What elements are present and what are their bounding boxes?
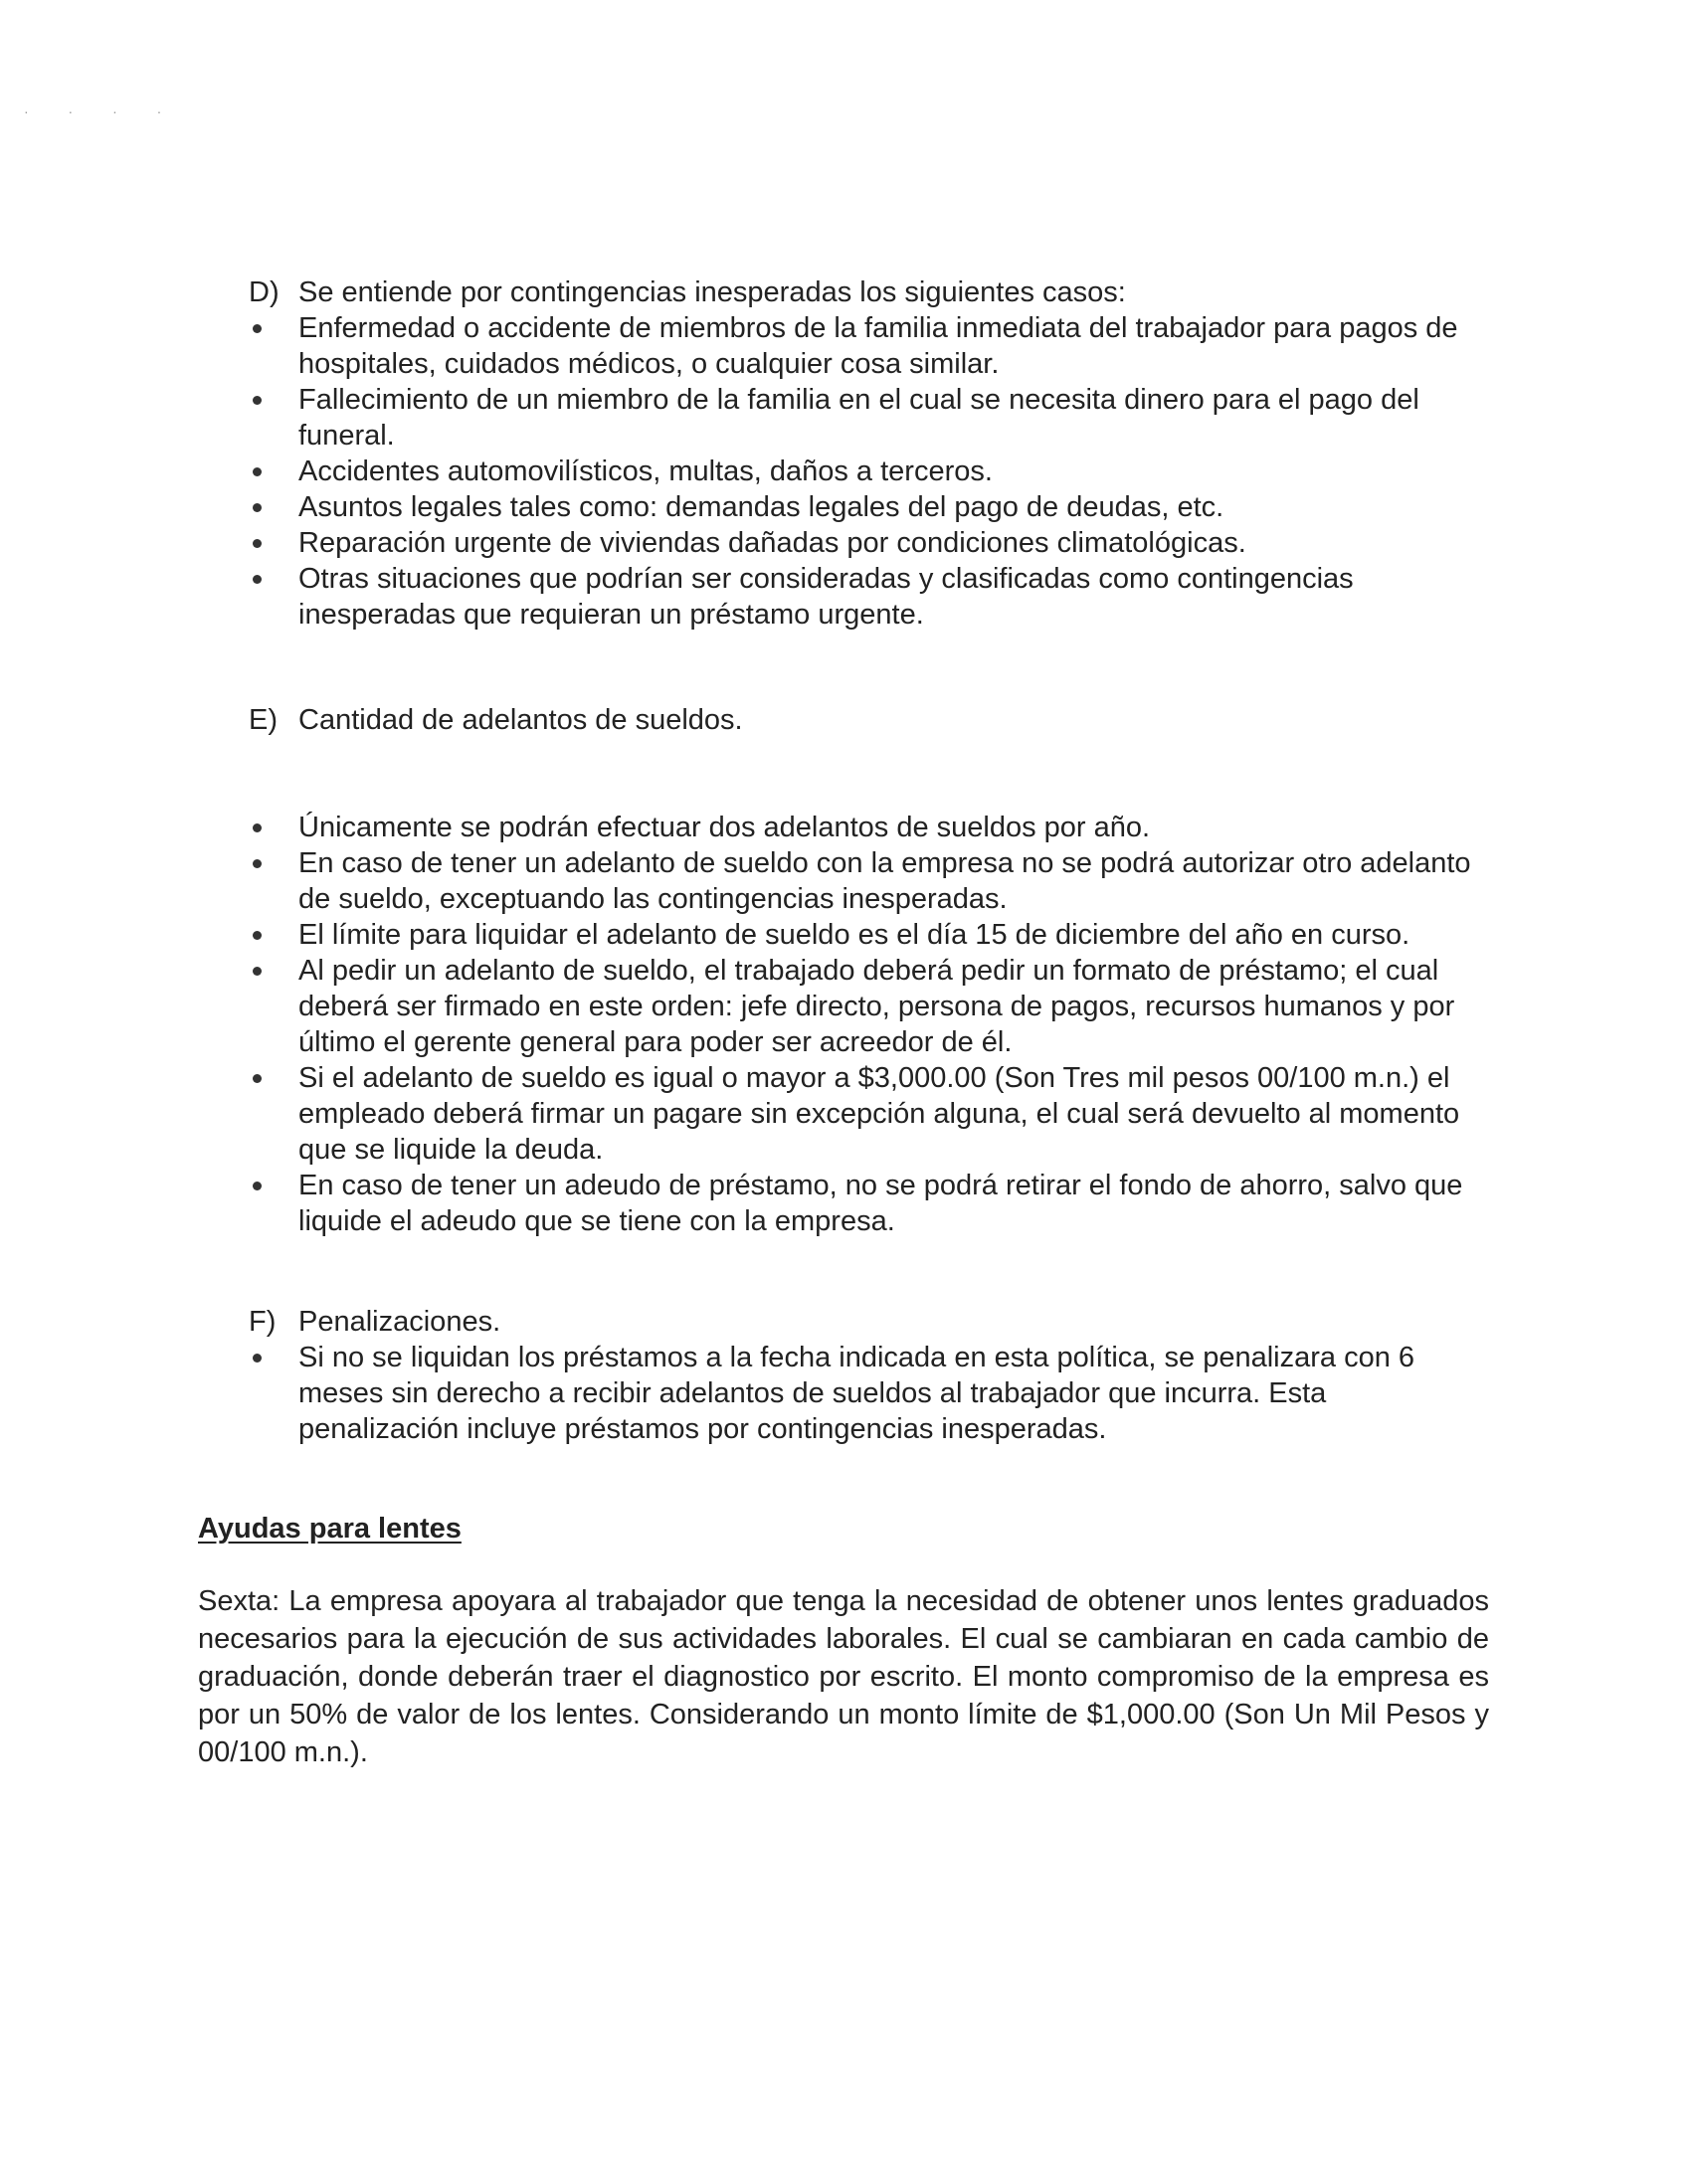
- list-item: [249, 845, 1492, 917]
- bullet-icon: [253, 823, 262, 832]
- ayudas-heading: Ayudas para lentes: [198, 1513, 462, 1545]
- list-item: [249, 454, 1492, 489]
- section-d-letter: D): [249, 276, 280, 308]
- list-item: [249, 917, 1492, 953]
- bullet-icon: [253, 1074, 262, 1083]
- section-d: [249, 274, 1492, 633]
- list-item-text: Enfermedad o accidente de miembros de la familia inmediata del trabajador para pagos de hospitales, cuidados médicos, o cualquier cosa similar.: [298, 312, 1458, 380]
- list-item: [249, 489, 1492, 525]
- ayudas-paragraph: Sexta: La empresa apoyara al trabajador que tenga la necesidad de obtener unos lentes graduados necesarios para la ejecución de sus actividades laborales. El cual se cambiaran en cada cambio de graduación, donde deberán traer el diagnostico por escrito. El monto compromiso de la empresa es por un 50% de valor de los lentes. Considerando un monto límite de $1,000.00 (Son Un Mil Pesos y 00/100 m.n.).: [198, 1585, 1489, 1768]
- section-e-list-block: [249, 810, 1492, 1239]
- bullet-icon: [253, 503, 262, 512]
- bullet-icon: [253, 1354, 262, 1363]
- list-item: [249, 1168, 1492, 1239]
- list-item-text: Si el adelanto de sueldo es igual o mayor a $3,000.00 (Son Tres mil pesos 00/100 m.n.) el empleado deberá firmar un pagare sin excepción alguna, el cual será devuelto al momento que se liquide la deuda.: [298, 1062, 1460, 1166]
- list-item: [249, 1340, 1492, 1447]
- bullet-icon: [253, 324, 262, 333]
- section-e-letter: E): [249, 704, 278, 736]
- section-e: [249, 702, 1492, 738]
- list-item: [249, 561, 1492, 633]
- list-item-text: Únicamente se podrán efectuar dos adelantos de sueldos por año.: [298, 812, 1151, 843]
- section-f-letter: F): [249, 1306, 277, 1338]
- list-item-text: En caso de tener un adeudo de préstamo, no se podrá retirar el fondo de ahorro, salvo que liquide el adeudo que se tiene con la empresa.: [298, 1170, 1463, 1237]
- list-item-text: El límite para liquidar el adelanto de sueldo es el día 15 de diciembre del año en curso.: [298, 919, 1410, 951]
- bullet-icon: [253, 859, 262, 868]
- section-f-list: [249, 1340, 1492, 1447]
- list-item: [249, 525, 1492, 561]
- bullet-icon: [253, 396, 262, 405]
- list-item-text: Fallecimiento de un miembro de la familia en el cual se necesita dinero para el pago del funeral.: [298, 384, 1419, 452]
- list-item-text: Reparación urgente de viviendas dañadas por condiciones climatológicas.: [298, 527, 1246, 559]
- list-item-text: Accidentes automovilísticos, multas, daños a terceros.: [298, 455, 993, 487]
- bullet-icon: [253, 575, 262, 584]
- list-item: [249, 810, 1492, 845]
- list-item: [249, 1060, 1492, 1168]
- bullet-icon: [253, 1182, 262, 1190]
- section-e-heading-text: Cantidad de adelantos de sueldos.: [298, 704, 743, 736]
- list-item: [249, 382, 1492, 454]
- list-item-text: Otras situaciones que podrían ser consideradas y clasificadas como contingencias inesperadas que requieran un préstamo urgente.: [298, 563, 1354, 631]
- list-item-text: En caso de tener un adelanto de sueldo con la empresa no se podrá autorizar otro adelanto de sueldo, exceptuando las contingencias inesperadas.: [298, 847, 1471, 915]
- scan-specks: · · · ·: [24, 103, 180, 119]
- list-item-text: Si no se liquidan los préstamos a la fecha indicada en esta política, se penalizara con 6 meses sin derecho a recibir adelantos de sueldos al trabajador que incurra. Esta penalización incluye préstamos por contingencias inesperadas.: [298, 1342, 1415, 1445]
- section-e-heading: [249, 702, 1492, 738]
- section-d-heading: [249, 274, 1492, 310]
- list-item-text: Al pedir un adelanto de sueldo, el trabajado deberá pedir un formato de préstamo; el cual deberá ser firmado en este orden: jefe directo, persona de pagos, recursos humanos y por último el gerente general para poder ser acreedor de él.: [298, 955, 1455, 1058]
- section-e-list: [249, 810, 1492, 1239]
- bullet-icon: [253, 967, 262, 976]
- section-d-heading-text: Se entiende por contingencias inesperadas los siguientes casos:: [298, 276, 1126, 308]
- section-f-heading-text: Penalizaciones.: [298, 1306, 501, 1338]
- list-item: [249, 953, 1492, 1060]
- section-d-list: [249, 310, 1492, 633]
- bullet-icon: [253, 931, 262, 940]
- section-f-heading: [249, 1304, 1492, 1340]
- section-f: [249, 1304, 1492, 1447]
- list-item: [249, 310, 1492, 382]
- list-item-text: Asuntos legales tales como: demandas legales del pago de deudas, etc.: [298, 491, 1224, 523]
- bullet-icon: [253, 467, 262, 476]
- bullet-icon: [253, 539, 262, 548]
